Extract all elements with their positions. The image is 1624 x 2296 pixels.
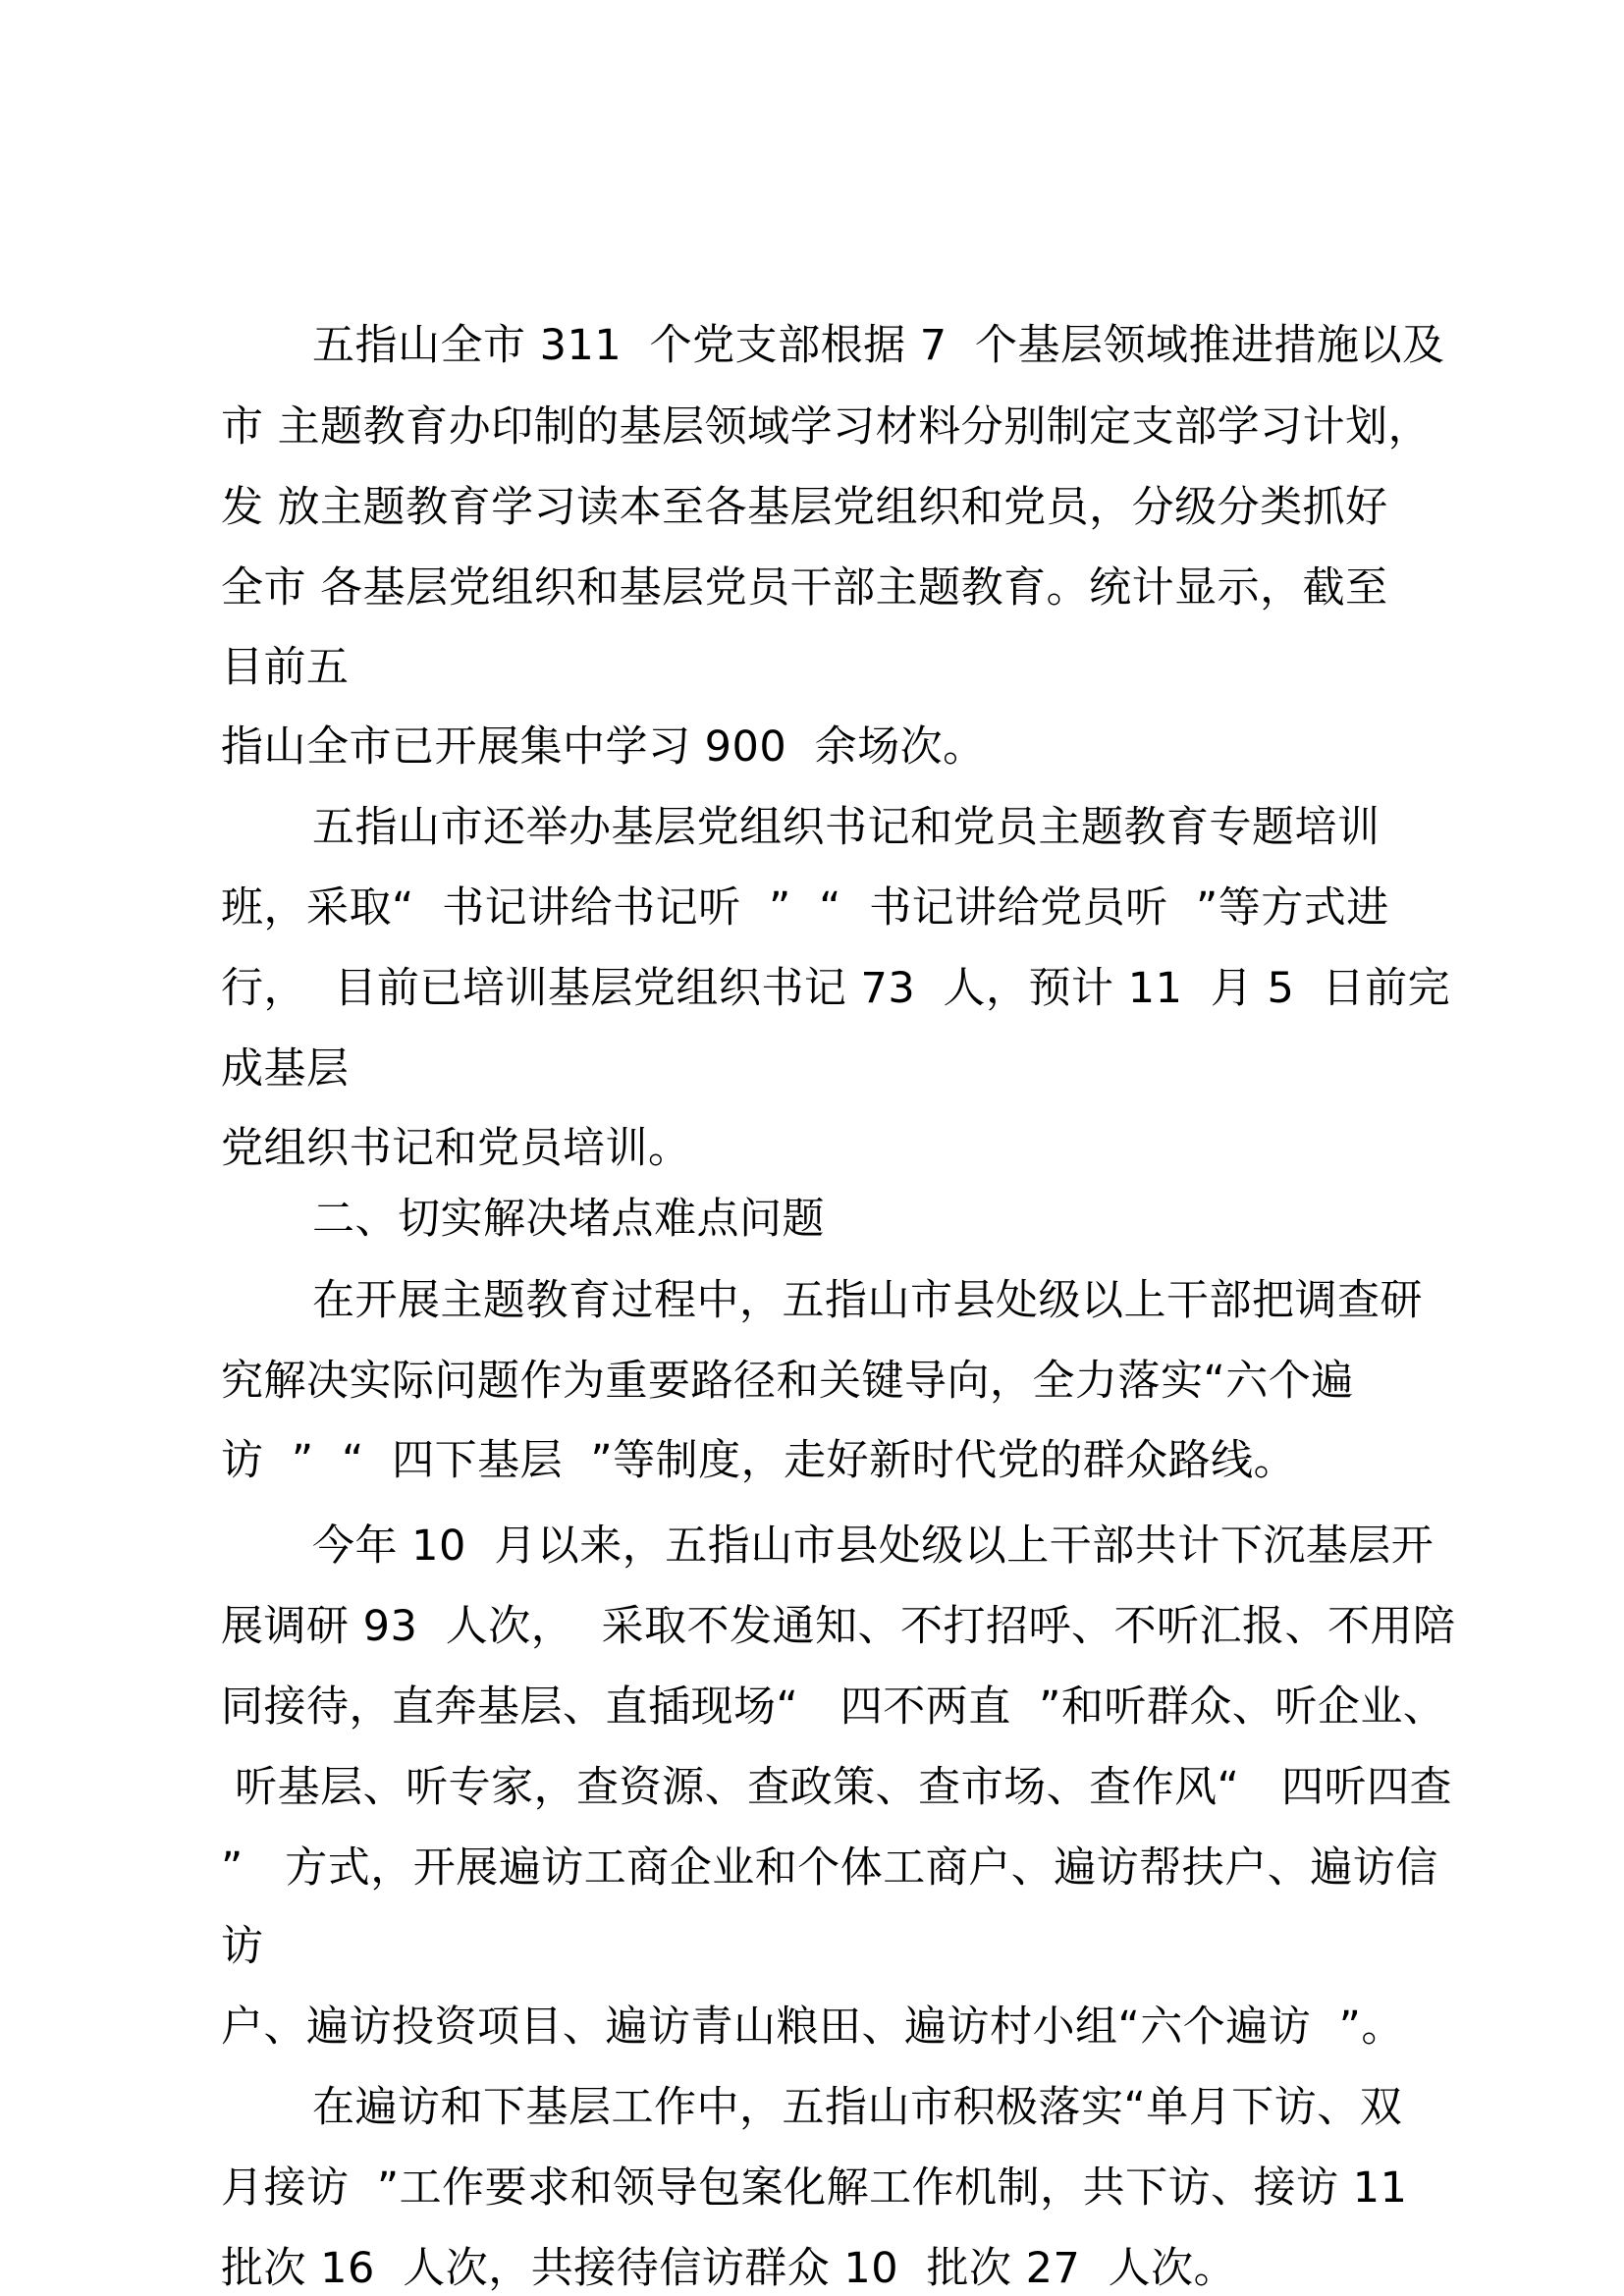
text-line: 同接待，直奔基层、直插现场“ 四不两直 ”和听群众、听企业、 [221,1682,1446,1732]
text-line: 成基层 [221,1044,350,1094]
text-line: 发 放主题教育学习读本至各基层党组织和党员，分级分类抓好 [221,483,1388,532]
text-line: 目前五 [221,643,350,692]
text-line: 访 ” “ 四下基层 ”等制度，走好新时代党的群众路线。 [221,1436,1297,1485]
text-line: 在开展主题教育过程中，五指山市县处级以上干部把调查研 [312,1276,1423,1325]
section-heading: 二、切实解决堵点难点问题 [312,1195,825,1244]
text-line: 在遍访和下基层工作中，五指山市积极落实“单月下访、双 [312,2083,1403,2132]
text-line: 展调研 93 人次， 采取不发通知、不打招呼、不听汇报、不用陪 [221,1602,1456,1651]
text-line: 班，采取“ 书记讲给书记听 ” “ 书记讲给党员听 ”等方式进 [221,883,1389,933]
text-line: 访 [221,1922,264,1971]
text-line: 五指山全市 311 个党支部根据 7 个基层领域推进措施以及 [312,321,1445,370]
text-line: 听基层、听专家，查资源、查政策、查市场、查作风“ 四听四查 [221,1763,1452,1812]
text-line: 今年 10 月以来，五指山市县处级以上干部共计下沉基层开 [312,1522,1435,1571]
text-line: ” 方式，开展遍访工商企业和个体工商户、遍访帮扶户、遍访信 [221,1843,1438,1893]
text-line: 市 主题教育办印制的基层领域学习材料分别制定支部学习计划， [221,402,1432,452]
text-line: 党组织书记和党员培训。 [221,1124,691,1173]
text-line: 指山全市已开展集中学习 900 余场次。 [221,722,986,772]
text-line: 究解决实际问题作为重要路径和关键导向，全力落实“六个遍 [221,1357,1354,1406]
text-line: 全市 各基层党组织和基层党员干部主题教育。统计显示，截至 [221,563,1388,613]
text-line: 批次 16 人次，共接待信访群众 10 批次 27 人次。 [221,2244,1237,2293]
text-line: 户、遍访投资项目、遍访青山粮田、遍访村小组“六个遍访 ”。 [221,2002,1404,2052]
text-line: 五指山市还举办基层党组织书记和党员主题教育专题培训 [312,803,1380,852]
text-line: 月接访 ”工作要求和领导包案化解工作机制，共下访、接访 11 [221,2163,1408,2213]
text-line: 行， 目前已培训基层党组织书记 73 人，预计 11 月 5 日前完 [221,964,1451,1013]
